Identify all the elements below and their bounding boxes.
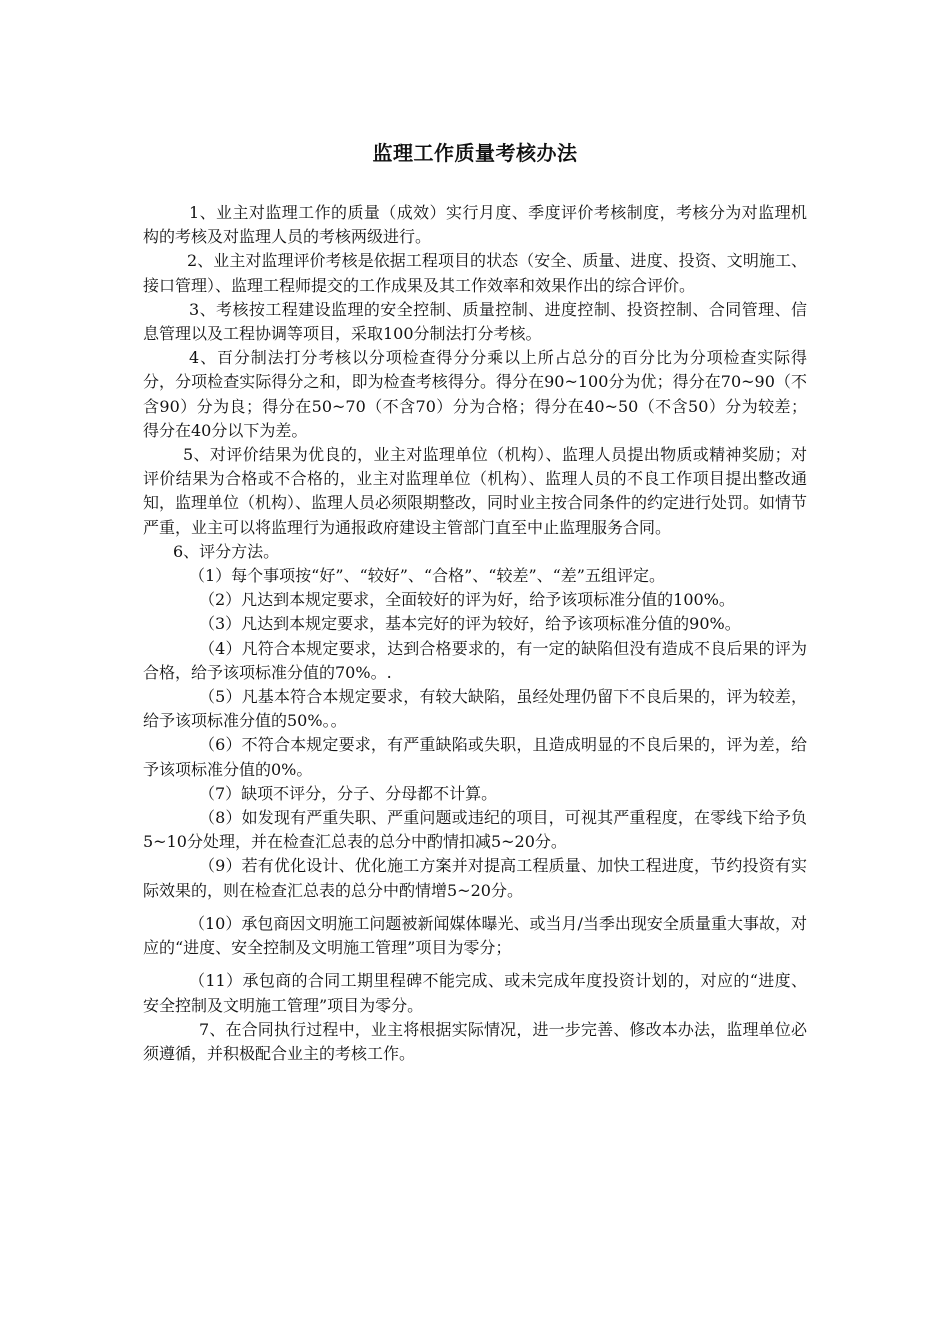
paragraph-2: 2、业主对监理评价考核是依据工程项目的状态（安全、质量、进度、投资、文明施工、接口管理）、监理工程师提交的工作成果及其工作效率和效果作出的综合评价。 [143, 251, 807, 295]
paragraph-5: 5、对评价结果为优良的，业主对监理单位（机构）、监理人员提出物质或精神奖励；对评价结果为合格或不合格的，业主对监理单位（机构）、监理人员的不良工作项目提出整改通知，监理单位（机构）、监理人员必须限期整改，同时业主按合同条件的约定进行处罚。如情节严重，业主可以将监理行为通报政府建设主管部门直至中止监理服务合同。 [143, 445, 808, 537]
paragraph-3: 3、考核按工程建设监理的安全控制、质量控制、进度控制、投资控制、合同管理、信息管理以及工程协调等项目，采取100分制法打分考核。 [143, 299, 807, 344]
scoring-item-1: （1）每个事项按“好”、“较好”、“合格”、“较差”、“差”五组评定。 [189, 566, 665, 586]
document-body [143, 201, 807, 1066]
scoring-item-5: （5）凡基本符合本规定要求，有较大缺陷，虽经处理仍留下不良后果的，评为较差，给予该项标准分值的50%。。 [143, 687, 807, 731]
paragraph-6: 6、评分方法。 [173, 541, 280, 561]
paragraph-7: 7、在合同执行过程中，业主将根据实际情况，进一步完善、修改本办法，监理单位必须遵循，并积极配合业主的考核工作。 [143, 1019, 807, 1063]
scoring-item-8: （8）如发现有严重失职、严重问题或违纪的项目，可视其严重程度，在零线下给予负5~10分处理，并在检查汇总表的总分中酌情扣减5~20分。 [143, 808, 807, 852]
scoring-item-3: （3）凡达到本规定要求，基本完好的评为较好，给予该项标准分值的90%。 [199, 614, 741, 634]
document-title: 监理工作质量考核办法 [372, 141, 578, 165]
scoring-item-9: （9）若有优化设计、优化施工方案并对提高工程质量、加快工程进度，节约投资有实际效果的，则在检查汇总表的总分中酌情增5~20分。 [143, 856, 807, 900]
paragraph-4: 4、百分制法打分考核以分项检查得分分乘以上所占总分的百分比为分项检查实际得分，分项检查实际得分之和，即为检查考核得分。得分在90~100分为优；得分在70~90（不含90）分为良；得分在50~70（不含70）分为合格；得分在40~50（不含50）分为较差；得分在40分以下为差。 [143, 348, 807, 440]
scoring-item-11: （11）承包商的合同工期里程碑不能完成、或未完成年度投资计划的，对应的“进度、安全控制及文明施工管理”项目为零分。 [143, 971, 807, 1015]
scoring-item-4: （4）凡符合本规定要求，达到合格要求的，有一定的缺陷但没有造成不良后果的评为合格，给予该项标准分值的70%。. [143, 638, 807, 682]
scoring-item-2: （2）凡达到本规定要求，全面较好的评为好，给予该项标准分值的100%。 [199, 590, 735, 610]
scoring-item-10: （10）承包商因文明施工问题被新闻媒体曝光、或当月/当季出现安全质量重大事故，对应的“进度、安全控制及文明施工管理”项目为零分； [143, 913, 807, 958]
paragraph-1: 1、业主对监理工作的质量（成效）实行月度、季度评价考核制度，考核分为对监理机构的考核及对监理人员的考核两级进行。 [143, 203, 807, 247]
scoring-item-7: （7）缺项不评分，分子、分母都不计算。 [199, 783, 498, 803]
scoring-item-6: （6）不符合本规定要求，有严重缺陷或失职，且造成明显的不良后果的，评为差，给予该项标准分值的0%。 [143, 735, 807, 779]
